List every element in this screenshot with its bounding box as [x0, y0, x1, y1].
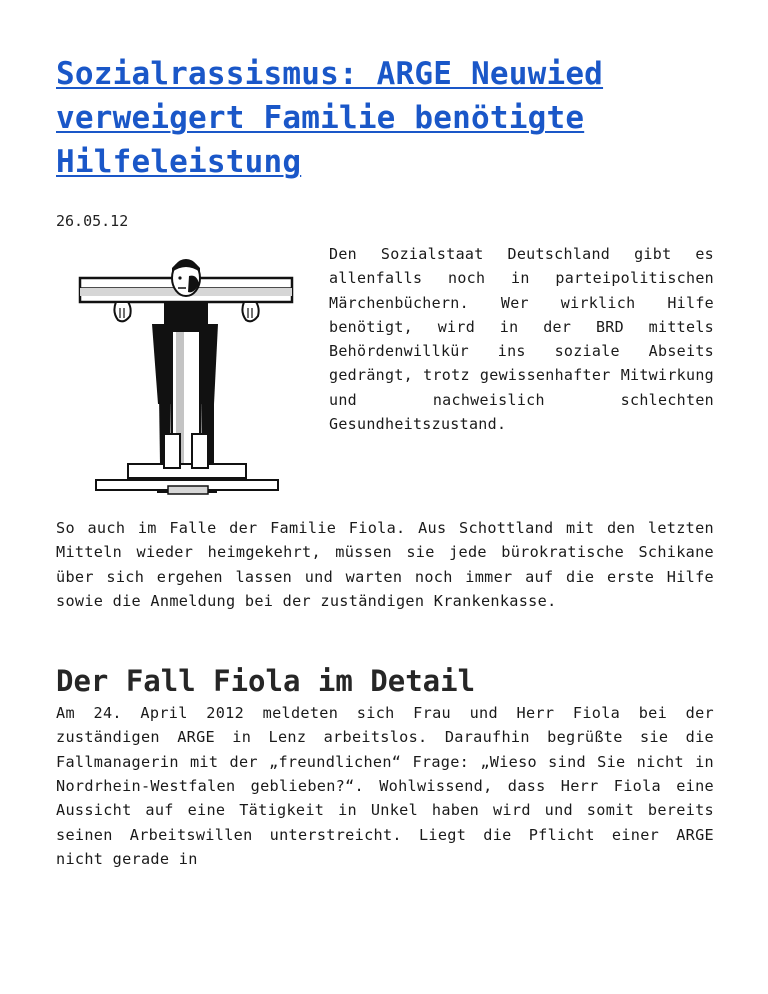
article [56, 52, 714, 871]
intro-block [56, 246, 714, 516]
article-title [56, 52, 714, 184]
intro-paragraph: Den Sozialstaat Deutschland gibt es allenfalls noch in parteipolitischen Märchenbüchern. Wer wirklich Hilfe benötigt, wird in der BRD mittels Behördenwillkür ins soziale Abseits gedrängt, trotz gewissenhafter Mitwirkung und nachweislich schlechten Gesundheitszustand. [329, 245, 714, 434]
section-heading: Der Fall Fiola im Detail [56, 664, 476, 699]
body-paragraph-2: So auch im Falle der Familie Fiola. Aus Schottland mit den letzten Mitteln wieder heimgekehrt, müssen sie jede bürokratische Schikane über sich ergehen lassen und warten noch immer auf die erste Hilfe sowie die Anmeldung bei der zuständigen Krankenkasse. [56, 519, 714, 610]
body-paragraph-3: Am 24. April 2012 meldeten sich Frau und Herr Fiola bei der zuständigen ARGE in Lenz arbeitslos. Daraufhin begrüßte sie die Fallmanagerin mit der „freundlichen“ Frage: „Wieso sind Sie nicht in Nordrhein-Westfalen geblieben?“. Wohlwissend, dass Herr Fiola eine Aussicht auf eine Tätigkeit in Unkel haben wird und somit bereits seinen Arbeitswillen unterstreicht. Liegt die Pflicht einer ARGE nicht gerade in [56, 704, 714, 868]
article-date: 26.05.12 [56, 212, 129, 230]
pillory-illustration [68, 254, 308, 514]
article-title-link[interactable]: Sozialrassismus: ARGE Neuwied verweigert Familie benötigte Hilfeleistung [56, 56, 604, 180]
